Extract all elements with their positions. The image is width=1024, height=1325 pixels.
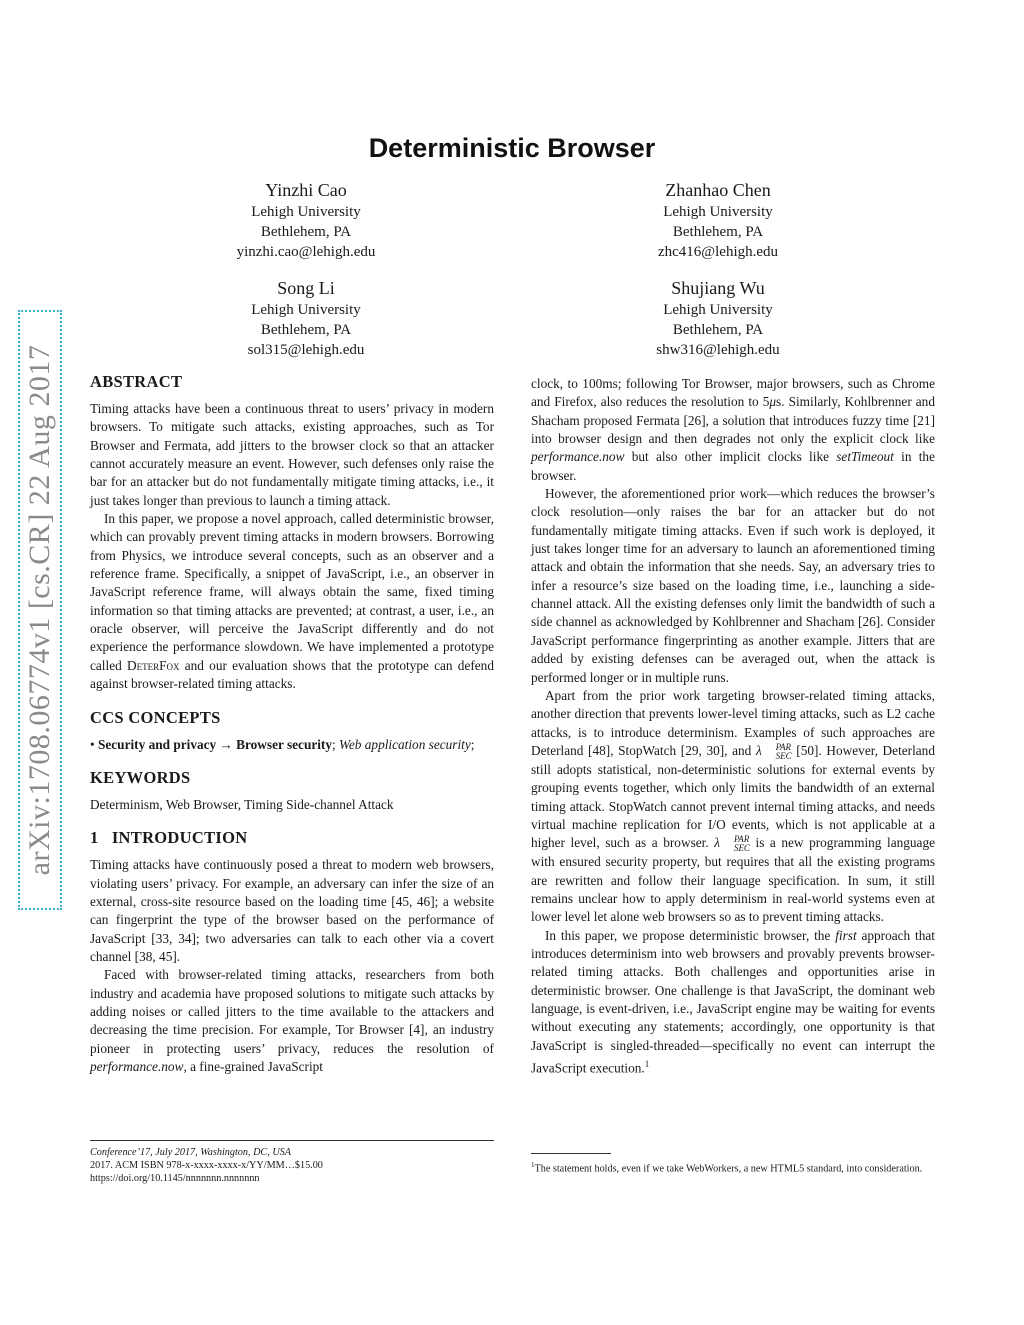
- body-text: [50]. However, Deterland still adopts statistical, non-deterministic solutions for external events by grouping events together, which only limits the bandwidth of an external timing attack. StopWatch cannot prevent internal timing attacks, and needs virtual machine replication for I/O events, which is not applicable at a higher level, such as a browser.: [531, 742, 935, 851]
- paper-title: Deterministic Browser: [368, 133, 656, 163]
- ccs-concepts: [90, 736, 494, 754]
- body-text: s. Similarly, Kohlbrenner and Shacham proposed Fermata [26], a solution that introduces fuzzy time [21] into browser design and then degrades not only the explicit clock like: [531, 394, 935, 447]
- abstract-heading: ABSTRACT: [90, 372, 183, 391]
- author-location: Bethlehem, PA: [672, 224, 764, 240]
- footnote-block: [531, 1153, 935, 1175]
- arxiv-stamp: [18, 310, 62, 910]
- prototype-name: DeterFox: [126, 657, 180, 673]
- author-name: Song Li: [277, 278, 335, 298]
- copyright-block: [90, 1140, 494, 1185]
- body-text: approach that introduces determinism into web browsers and provably prevents browser-related timing attacks. Both challenges and opportunities arise in deterministic browser. One challenge is that JavaScript, the dominant web language, is event-driven, i.e., JavaScript engine may be waiting for events without executing any statements; accordingly, one opportunity is that JavaScript is singled-threaded—specifically no event can interrupt the JavaScript execution.: [531, 927, 935, 1076]
- author-block: [568, 276, 868, 360]
- author-affiliation: Lehigh University: [251, 302, 361, 318]
- author-block: [156, 276, 456, 360]
- inline-math: performance.now: [90, 1058, 184, 1074]
- body-paragraph: [531, 927, 935, 1078]
- inline-math: performance.now: [531, 449, 625, 465]
- intro-paragraph: Timing attacks have continuously posed a threat to modern web browsers, violating users’ privacy. For example, an adversary can infer the size of an external, cross-site resource based on the loading time [45, 46]; a website can fingerprint the type of the browser based on the performance of JavaScript [33, 34]; two adversaries can talk to each other via a covert channel [38, 45].: [90, 857, 494, 964]
- body-paragraph: [531, 375, 935, 485]
- ccs-separator: ;: [332, 736, 340, 752]
- footnote-text: $^1$The statement holds, even if we take WebWorkers, a new HTML5 standard, into consideration.: [531, 1161, 923, 1175]
- author-block: [568, 178, 868, 262]
- author-affiliation: Lehigh University: [663, 302, 773, 318]
- ccs-heading: CCS CONCEPTS: [90, 707, 221, 727]
- ccs-concept-bold: Security and privacy → Browser security: [97, 736, 333, 752]
- emphasis: first: [835, 927, 857, 943]
- author-affiliation: Lehigh University: [663, 204, 773, 220]
- left-column: [90, 372, 494, 1076]
- author-name: Yinzhi Cao: [265, 180, 347, 200]
- body-text: but also other implicit clocks like: [624, 449, 837, 465]
- inline-math: setTimeout: [836, 449, 894, 465]
- intro-text: , a fine-grained JavaScript: [183, 1058, 323, 1074]
- body-text: In this paper, we propose deterministic browser, the: [544, 927, 836, 943]
- footnote-rule: [531, 1153, 611, 1154]
- author-location: Bethlehem, PA: [260, 322, 352, 338]
- keywords-heading: KEYWORDS: [90, 767, 191, 787]
- lambda-symbol: λ PAR SEC: [755, 741, 792, 761]
- ccs-end: ;: [470, 736, 475, 752]
- author-affiliation: Lehigh University: [251, 204, 361, 220]
- keywords-text: Determinism, Web Browser, Timing Side-channel Attack: [90, 796, 394, 812]
- body-paragraph: [531, 687, 935, 927]
- abstract-text: In this paper, we propose a novel approach, called deterministic browser, which can provably prevent timing attacks in modern browsers. Borrowing from Physics, we introduce several concepts, such as an observer and a reference frame. Specifically, a snippet of JavaScript, i.e., an observer in JavaScript reference frame, will always obtain the same, fixed timing information so that timing attacks are prevented; at contrast, a user, i.e., an oracle observer, will perceive the JavaScript differently and do not experience the performance slowdown. We have implemented a prototype called: [90, 511, 494, 673]
- author-location: Bethlehem, PA: [260, 224, 352, 240]
- lambda-symbol: λ PAR SEC: [714, 834, 750, 854]
- body-text: clock, to 100ms; following Tor Browser, major browsers, such as Chrome and Firefox, also reduces the resolution to 5: [531, 376, 935, 410]
- right-column: [531, 375, 935, 1078]
- bullet: •: [90, 736, 95, 752]
- body-paragraph: However, the aforementioned prior work—which reduces the browser’s clock resolution—only raises the bar for an attacker but do not fundamentally mitigate timing attacks. Even if such work is deployed, it just takes longer time for an adversary to launch an aforementioned timing attack and obtain the information that she needs. Say, an adversary tries to infer a resource’s size based on the loading time, i.e., launching a side-channel attack. All the existing defenses only limit the bandwidth of such a side channel as acknowledged by Kohlbrenner and Shacham [26]. Consider JavaScript performance fingerprinting as another example. Jitters that are added by existing defenses can be averaged out, when the attack is performed longer or in multiple runs.: [531, 486, 935, 685]
- mu-symbol: μ: [769, 394, 777, 410]
- doi-link[interactable]: https://doi.org/10.1145/nnnnnnn.nnnnnnn: [90, 1173, 260, 1184]
- author-location: Bethlehem, PA: [672, 322, 764, 338]
- arxiv-identifier: arXiv:1708.06774v1 [cs.CR] 22 Aug 2017: [23, 344, 56, 876]
- abstract-text: and our evaluation shows that the prototype can defend against browser-related timing attacks.: [90, 657, 494, 692]
- author-block: [156, 178, 456, 262]
- author-name: Zhanhao Chen: [665, 180, 771, 200]
- author-email: shw316@lehigh.edu: [656, 342, 780, 358]
- intro-text: Faced with browser-related timing attacks, researchers from both industry and academia have proposed solutions to mitigate such attacks by adding noises or called jitters to the time available to the attackers and decreasing the time precision. For example, Tor Browser [4], an industry pioneer in protecting users’ privacy, reduces the resolution of: [90, 967, 494, 1056]
- intro-paragraph: [90, 966, 494, 1076]
- author-email: yinzhi.cao@lehigh.edu: [236, 244, 376, 260]
- body-text: is a new programming language with ensured security property, but requires that all the existing programs are rewritten and follow their language specification. In sum, it still remains unclear how to apply determinism in real-world systems even at lower level let alone web browsers so as to prevent timing attacks.: [531, 835, 936, 925]
- conference-line: Conference’17, July 2017, Washington, DC, USA: [90, 1147, 291, 1158]
- footer-rule: [90, 1140, 494, 1141]
- author-email: sol315@lehigh.edu: [247, 342, 365, 358]
- body-text: in the browser.: [531, 449, 935, 483]
- isbn-line: 2017. ACM ISBN 978-x-xxxx-xxxx-x/YY/MM…$15.00: [90, 1160, 323, 1171]
- author-name: Shujiang Wu: [671, 278, 765, 298]
- abstract-paragraph: [90, 510, 494, 693]
- abstract-paragraph: Timing attacks have been a continuous threat to users’ privacy in modern browsers. To mitigate such attacks, existing approaches, such as Tor Browser and Fermata, add jitters to the browser clock so that an attacker cannot accurately measure an event. However, such defenses only raise the bar for an attacker but do not fundamentally mitigate timing attacks, i.e., it just takes longer than previous to launch a timing attack.: [90, 401, 494, 508]
- intro-heading: 1 INTRODUCTION: [90, 828, 248, 848]
- author-email: zhc416@lehigh.edu: [657, 244, 779, 260]
- body-text: Apart from the prior work targeting browser-related timing attacks, another direction that prevents lower-level timing attacks, such as L2 cache attacks, is to introduce determinism. Examples of such approaches are Deterland [48], StopWatch [29, 30], and: [531, 687, 935, 758]
- footnote-marker: 1: [644, 1059, 650, 1070]
- ccs-concept-italic: Web application security: [339, 736, 471, 752]
